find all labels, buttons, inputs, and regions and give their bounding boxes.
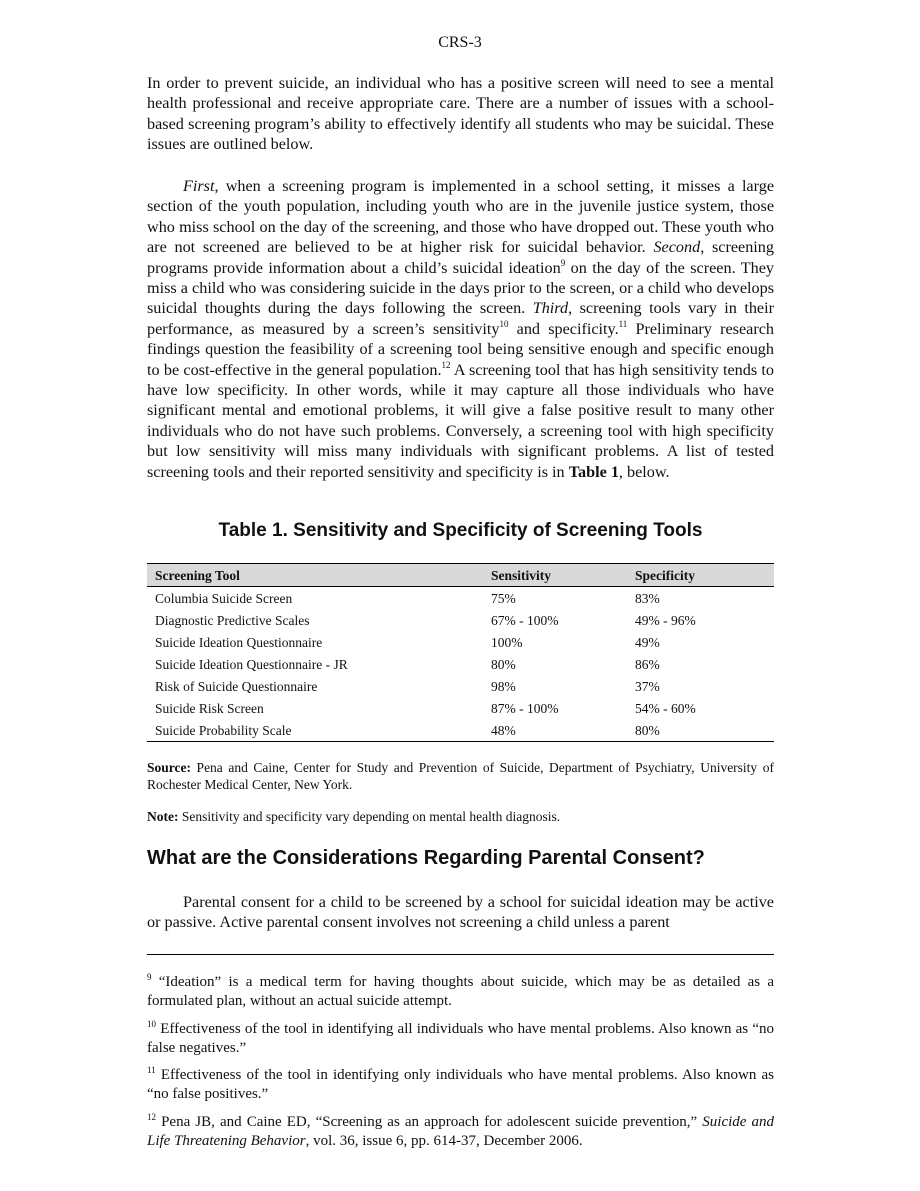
first-label: First bbox=[183, 177, 215, 195]
tool-name-cell: Suicide Ideation Questionnaire bbox=[155, 635, 323, 650]
footnote-divider bbox=[147, 954, 774, 955]
sensitivity-cell: 48% bbox=[483, 719, 627, 742]
specificity-cell: 83% bbox=[635, 591, 660, 606]
table-row bbox=[147, 719, 774, 742]
footnote-9-text: “Ideation” is a medical term for having thoughts about suicide, which may be as detailed as a formulated plan, without an actual suicide attempt. bbox=[147, 974, 774, 1009]
table-title: Table 1. Sensitivity and Specificity of Screening Tools bbox=[218, 520, 703, 541]
tool-name-cell: Suicide Probability Scale bbox=[147, 719, 483, 742]
table-row bbox=[147, 697, 774, 719]
footnote-12-text-a: Pena JB, and Caine ED, “Screening as an approach for adolescent suicide prevention,” bbox=[156, 1114, 703, 1130]
footnote-ref-12[interactable]: 12 bbox=[441, 359, 451, 370]
footnote-12 bbox=[147, 1113, 774, 1151]
specificity-cell: 37% bbox=[635, 679, 660, 694]
tool-name-cell: Suicide Ideation Questionnaire - JR bbox=[155, 657, 348, 672]
issues-text-3: on the day of the screen. They miss a child who was considering suicide in the days prior to the screen, or a child who develops suicidal thoughts during the days following the screen. bbox=[147, 258, 774, 318]
footnote-ref-10[interactable]: 10 bbox=[499, 318, 509, 329]
footnote-10-text: Effectiveness of the tool in identifying all individuals who have mental problems. Also known as “no false negatives.” bbox=[147, 1021, 774, 1056]
sensitivity-cell: 100% bbox=[491, 635, 523, 650]
issues-text-7: A screening tool that has high sensitivity tends to have low specificity. In other words, while it may capture all those individuals who have significant mental and emotional problems, it will give a false positive result to many other individuals who do not have such problems. Conversely, a screening tool with high specificity but low sensitivity will miss many individuals with significant problems. A list of tested screening tools and their reported sensitivity and specificity is in bbox=[147, 360, 774, 481]
table-row bbox=[147, 653, 774, 675]
footnote-12-text-b: , vol. 36, issue 6, pp. 614-37, December 2006. bbox=[305, 1133, 583, 1149]
table-header-row bbox=[147, 564, 774, 587]
screening-tools-table bbox=[147, 563, 774, 742]
issues-text-1: , when a screening program is implemented in a school setting, it misses a large section of the youth population, including youth who are in the juvenile justice system, those who miss school on the day of the screening, and those who have dropped out. These youth who are not screened are believed to be at higher risk for suicidal behavior. bbox=[147, 177, 774, 257]
footnote-11-text: Effectiveness of the tool in identifying only individuals who have mental problems. Also known as “no false positives.” bbox=[147, 1067, 774, 1102]
footnote-9 bbox=[147, 973, 774, 1011]
note-text: Sensitivity and specificity vary depending on mental health diagnosis. bbox=[178, 809, 561, 824]
specificity-cell: 54% - 60% bbox=[635, 701, 696, 716]
table-row bbox=[147, 587, 774, 610]
sensitivity-cell: 98% bbox=[491, 679, 516, 694]
issues-text-5: and specificity. bbox=[508, 319, 619, 338]
tool-name-cell: Diagnostic Predictive Scales bbox=[155, 613, 310, 628]
page-header: CRS-3 bbox=[438, 34, 482, 51]
footnote-11 bbox=[147, 1066, 774, 1104]
issues-text-4: , screening tools vary in their performance, as measured by a screen’s sensitivity bbox=[147, 299, 774, 338]
specificity-cell: 49% bbox=[635, 635, 660, 650]
second-label: Second bbox=[653, 238, 701, 257]
footnote-9-number: 9 bbox=[147, 972, 152, 982]
table-reference: Table 1 bbox=[568, 462, 619, 481]
table-row bbox=[147, 675, 774, 697]
tool-name-cell: Suicide Risk Screen bbox=[155, 701, 264, 716]
sensitivity-cell: 87% - 100% bbox=[491, 701, 559, 716]
specificity-cell: 49% - 96% bbox=[635, 613, 696, 628]
footnote-12-journal: Suicide and Life Threatening Behavior bbox=[147, 1114, 775, 1149]
footnote-10 bbox=[147, 1020, 774, 1058]
intro-paragraph: In order to prevent suicide, an individual who has a positive screen will need to see a mental health professional and receive appropriate care. There are a number of issues with a school-based screening program’s ability to effectively identify all students who may be suicidal. These issues are outlined below. bbox=[147, 74, 774, 154]
table-source bbox=[147, 760, 774, 793]
issues-text-6: Preliminary research findings question the feasibility of a screening tool being sensitive enough and specific enough to be cost-effective in the general population. bbox=[147, 319, 774, 379]
header-specificity: Specificity bbox=[627, 564, 774, 587]
table-note bbox=[147, 809, 774, 826]
consent-paragraph: Parental consent for a child to be screened by a school for suicidal ideation may be active or passive. Active parental consent involves not screening a child unless a parent bbox=[147, 893, 774, 932]
third-label: Third bbox=[532, 299, 569, 318]
footnote-12-number: 12 bbox=[147, 1112, 156, 1122]
footnote-10-number: 10 bbox=[147, 1019, 156, 1029]
sensitivity-cell: 67% - 100% bbox=[491, 613, 559, 628]
issues-text-2: , screening programs provide information about a child’s suicidal ideation bbox=[147, 238, 774, 277]
table-row bbox=[147, 609, 774, 631]
source-text: Pena and Caine, Center for Study and Prevention of Suicide, Department of Psychiatry, University of Rochester Medical Center, New York. bbox=[147, 760, 774, 792]
note-label: Note: bbox=[147, 809, 179, 824]
specificity-cell: 86% bbox=[635, 657, 660, 672]
source-label: Source: bbox=[147, 760, 191, 775]
footnote-11-number: 11 bbox=[147, 1065, 156, 1075]
tool-name-cell: Columbia Suicide Screen bbox=[155, 591, 293, 606]
sensitivity-cell: 75% bbox=[491, 591, 516, 606]
section-heading: What are the Considerations Regarding Parental Consent? bbox=[147, 847, 705, 869]
table-row bbox=[147, 631, 774, 653]
issues-text-8: , below. bbox=[618, 462, 670, 481]
tool-name-cell: Risk of Suicide Questionnaire bbox=[155, 679, 318, 694]
header-screening-tool: Screening Tool bbox=[147, 564, 483, 587]
specificity-cell: 80% bbox=[627, 719, 774, 742]
sensitivity-cell: 80% bbox=[491, 657, 516, 672]
header-sensitivity: Sensitivity bbox=[483, 564, 627, 587]
footnote-ref-9[interactable]: 9 bbox=[560, 257, 566, 268]
footnote-ref-11[interactable]: 11 bbox=[618, 318, 628, 329]
issues-paragraph bbox=[147, 176, 774, 482]
